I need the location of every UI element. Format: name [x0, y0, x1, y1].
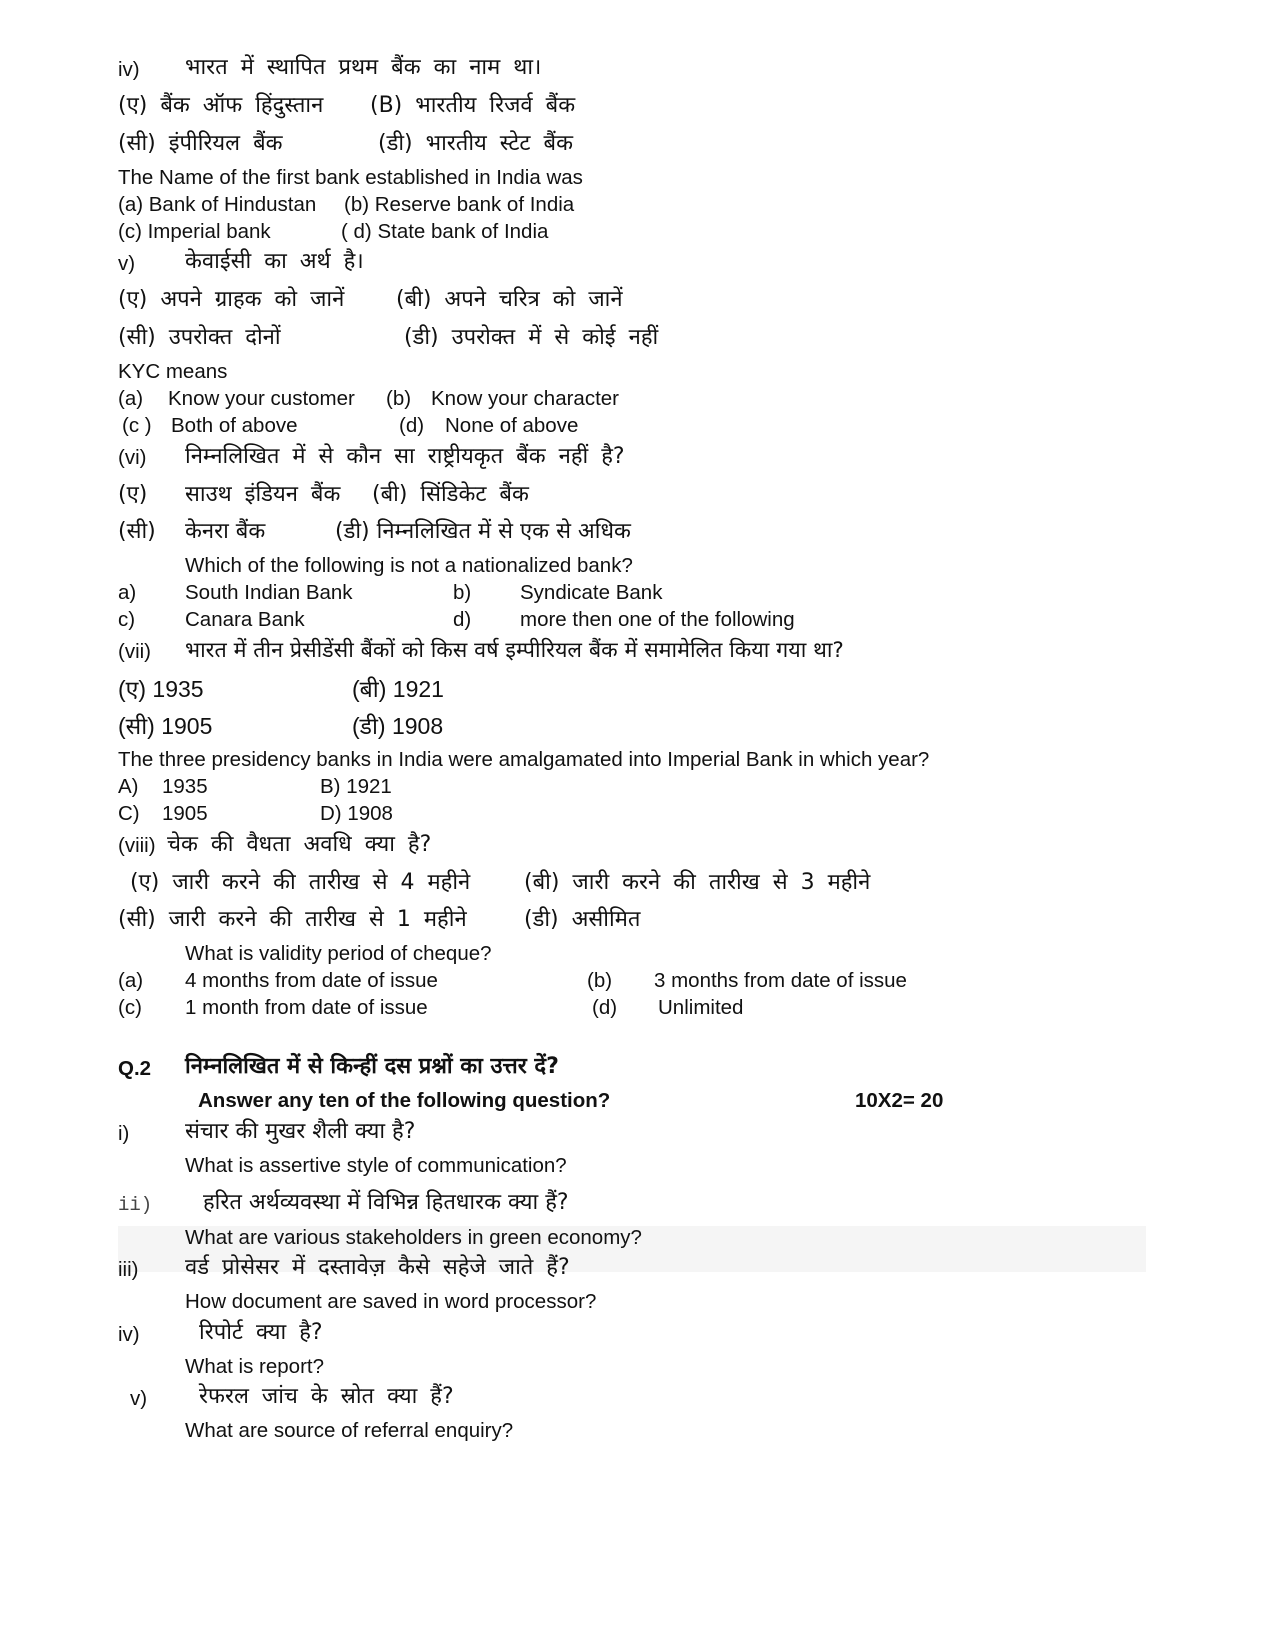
hindi-question: निम्नलिखित में से कौन सा राष्ट्रीयकृत बैंक नहीं है? [185, 444, 625, 469]
hindi-option-b: (बी) सिंडिकेट बैंक [372, 482, 529, 507]
hindi-item: संचार की मुखर शैली क्या है? [185, 1119, 416, 1144]
english-item: How document are saved in word processor? [185, 1290, 597, 1313]
hindi-option-b: (बी) जारी करने की तारीख से 3 महीने [524, 870, 871, 895]
english-option-b: Syndicate Bank [520, 581, 663, 604]
english-option-d: more then one of the following [520, 608, 795, 631]
hindi-option-a: (ए) अपने ग्राहक को जानें [118, 287, 345, 312]
english-option-d-label: (d) [399, 414, 425, 437]
english-option-b-label: b) [453, 581, 472, 604]
hindi-option-a: (ए) 1935 [118, 676, 204, 702]
hindi-option-a: (ए) जारी करने की तारीख से 4 महीने [130, 870, 471, 895]
hindi-option-b: (बी) अपने चरित्र को जानें [396, 287, 623, 312]
english-option-c: Both of above [171, 414, 298, 437]
english-option-c: (c) Imperial bank [118, 220, 271, 243]
english-item: What are source of referral enquiry? [185, 1419, 514, 1442]
item-number: i) [118, 1122, 130, 1145]
english-option-b-label: (b) [386, 387, 412, 410]
english-option-c: Canara Bank [185, 608, 305, 631]
english-option-c-label: (c) [118, 996, 142, 1019]
english-item: What is assertive style of communication? [185, 1154, 567, 1177]
hindi-option-c: (सी) जारी करने की तारीख से 1 महीने [118, 907, 467, 932]
question-number: iv) [118, 58, 140, 81]
hindi-option-a-label: (ए) [118, 482, 148, 507]
hindi-option-c: केनरा बैंक [185, 519, 266, 544]
hindi-question: केवाईसी का अर्थ है। [185, 249, 364, 274]
english-option-d-label: d) [453, 608, 472, 631]
english-option-a: South Indian Bank [185, 581, 353, 604]
english-option-a: (a) Bank of Hindustan [118, 193, 317, 216]
english-option-a: 4 months from date of issue [185, 969, 438, 992]
english-option-a-label: A) [118, 775, 139, 798]
english-option-c-label: c) [118, 608, 136, 631]
hindi-option-d: (डी) भारतीय स्टेट बैंक [378, 131, 573, 156]
item-number: iv) [118, 1323, 140, 1346]
hindi-question: चेक की वैधता अवधि क्या है? [167, 832, 432, 857]
hindi-section-heading: निम्नलिखित में से किन्हीं दस प्रश्नों का उत्तर दें? [185, 1054, 559, 1079]
english-option-d: Unlimited [658, 996, 744, 1019]
item-number: v) [130, 1387, 148, 1410]
english-question: Which of the following is not a nationalized bank? [185, 554, 633, 577]
english-option-b: Know your character [431, 387, 620, 410]
hindi-item: हरित अर्थव्यवस्था में विभिन्न हितधारक क्या हैं? [203, 1190, 569, 1215]
english-option-d: D) 1908 [320, 802, 393, 825]
english-option-a-label: a) [118, 581, 137, 604]
hindi-option-a: साउथ इंडियन बैंक [185, 482, 341, 507]
english-question: The three presidency banks in India were amalgamated into Imperial Bank in which year? [118, 748, 930, 771]
hindi-option-c: (सी) इंपीरियल बैंक [118, 131, 283, 156]
english-option-c: 1905 [162, 802, 208, 825]
question-number: v) [118, 252, 136, 275]
hindi-option-c: (सी) 1905 [118, 713, 213, 739]
hindi-option-d: (डी) उपरोक्त में से कोई नहीं [404, 325, 659, 350]
hindi-item: रिपोर्ट क्या है? [199, 1320, 323, 1345]
english-option-b: B) 1921 [320, 775, 392, 798]
english-option-b-label: (b) [587, 969, 613, 992]
english-option-c: 1 month from date of issue [185, 996, 428, 1019]
hindi-question: भारत में स्थापित प्रथम बैंक का नाम था। [185, 55, 542, 80]
english-option-c-label: (c ) [122, 414, 152, 437]
english-question: The Name of the first bank established in India was [118, 166, 583, 189]
hindi-option-d: (डी) निम्नलिखित में से एक से अधिक [335, 519, 631, 544]
hindi-item: रेफरल जांच के स्रोत क्या हैं? [199, 1384, 454, 1409]
hindi-option-d: (डी) 1908 [352, 713, 444, 739]
english-section-heading: Answer any ten of the following question? [198, 1089, 611, 1112]
section-marks: 10X2= 20 [855, 1089, 944, 1112]
english-option-a-label: (a) [118, 387, 144, 410]
hindi-option-c: (सी) उपरोक्त दोनों [118, 325, 281, 350]
english-option-d: ( d) State bank of India [341, 220, 549, 243]
item-number: iii) [118, 1258, 139, 1281]
question-number: (viii) [118, 834, 156, 857]
english-option-b: 3 months from date of issue [654, 969, 907, 992]
hindi-question: भारत में तीन प्रेसीडेंसी बैंकों को किस वर्ष इम्पीरियल बैंक में समामेलित किया गया था? [185, 638, 844, 663]
hindi-option-d: (डी) असीमित [524, 907, 641, 932]
question-number: (vi) [118, 446, 147, 469]
item-number: ii) [118, 1194, 153, 1216]
english-option-d-label: (d) [592, 996, 618, 1019]
section-number: Q.2 [118, 1057, 152, 1080]
english-option-a: Know your customer [168, 387, 355, 410]
english-question: What is validity period of cheque? [185, 942, 492, 965]
english-option-c-label: C) [118, 802, 140, 825]
hindi-option-b: (बी) 1921 [352, 676, 444, 702]
english-item: What are various stakeholders in green economy? [185, 1226, 642, 1249]
hindi-option-b: (B) भारतीय रिजर्व बैंक [370, 93, 576, 118]
hindi-item: वर्ड प्रोसेसर में दस्तावेज़ कैसे सहेजे जाते हैं? [185, 1255, 570, 1280]
english-option-a-label: (a) [118, 969, 144, 992]
english-item: What is report? [185, 1355, 324, 1378]
question-number: (vii) [118, 640, 152, 663]
english-option-a: 1935 [162, 775, 208, 798]
english-option-b: (b) Reserve bank of India [344, 193, 575, 216]
hindi-option-a: (ए) बैंक ऑफ हिंदुस्तान [118, 93, 324, 118]
hindi-option-c-label: (सी) [118, 519, 156, 544]
english-option-d: None of above [445, 414, 579, 437]
english-question: KYC means [118, 360, 228, 383]
